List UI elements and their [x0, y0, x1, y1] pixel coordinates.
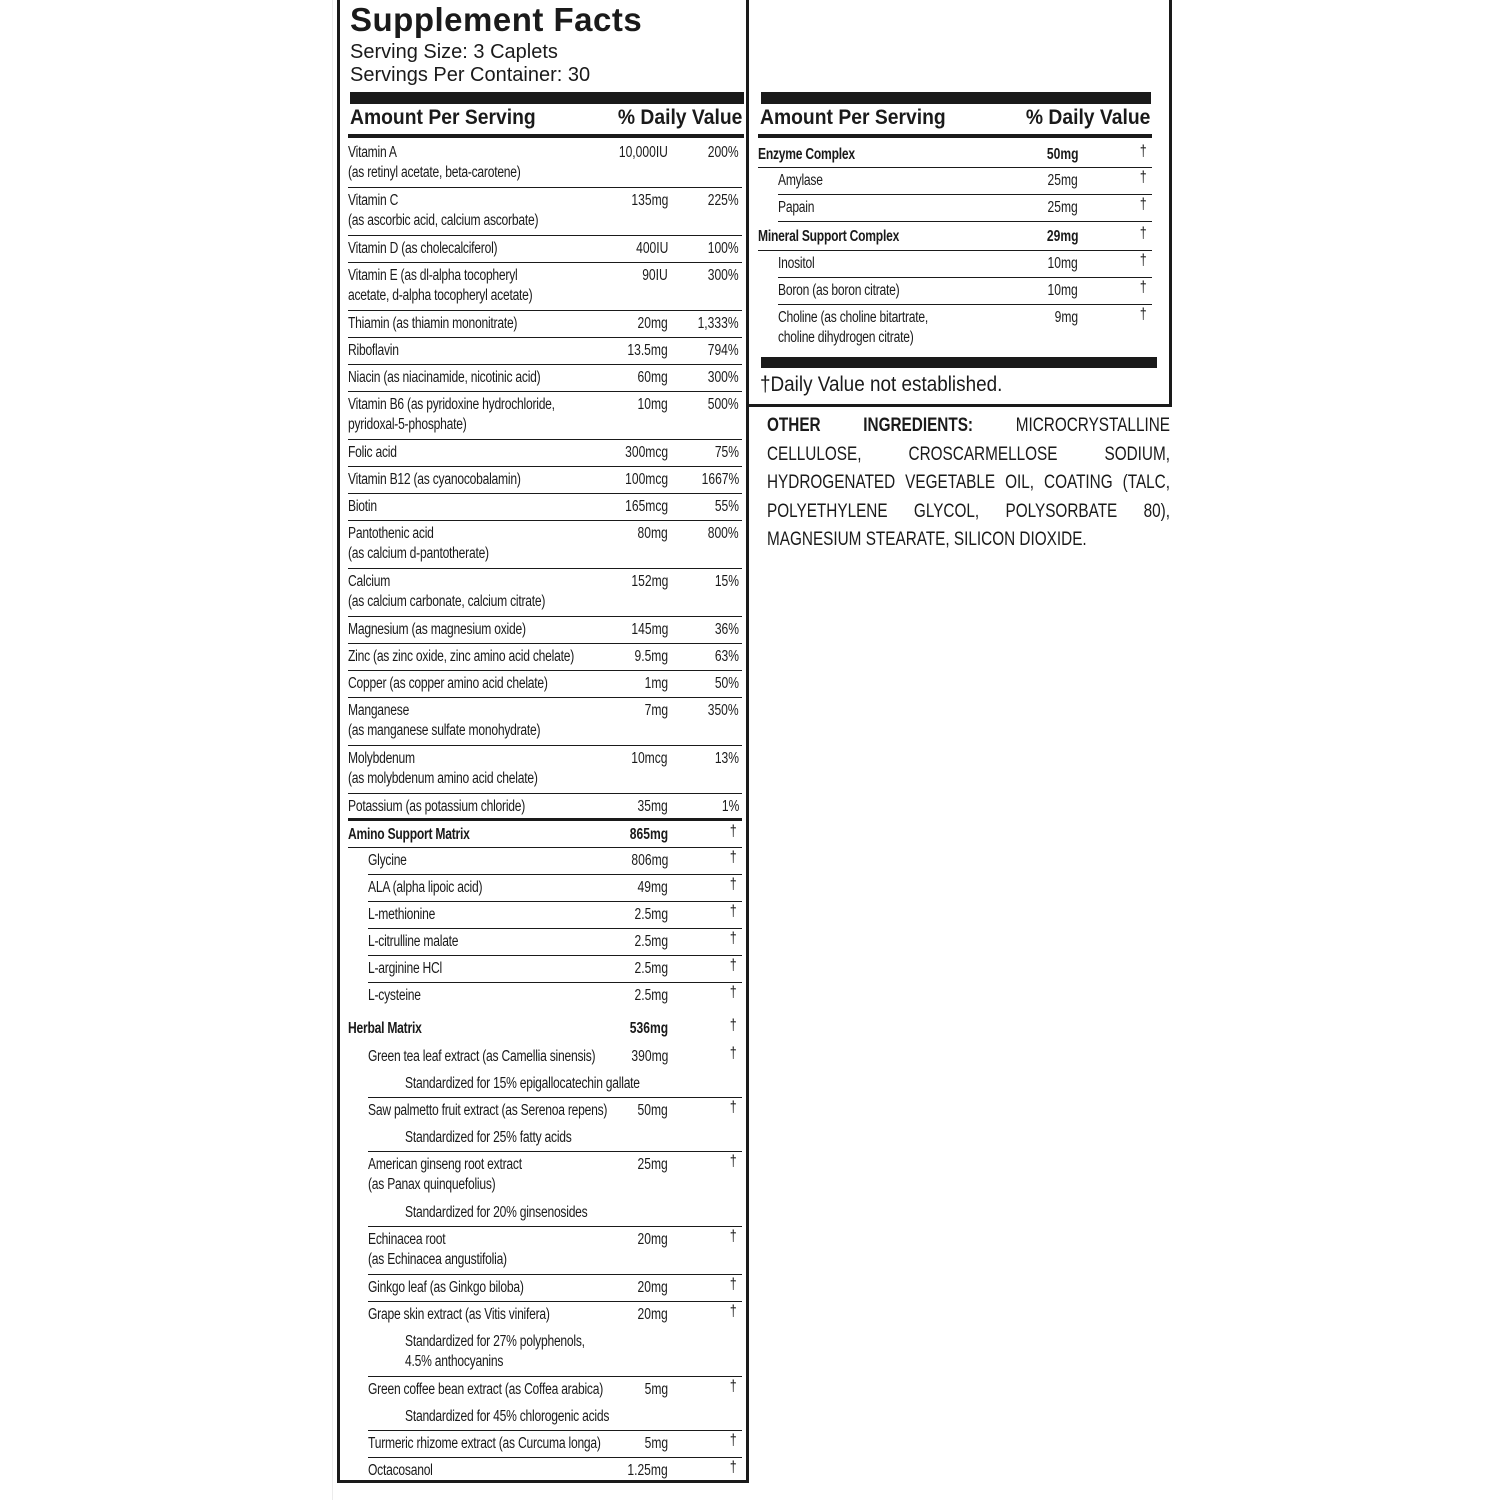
right-header-rule — [758, 134, 1152, 138]
standardization-text — [405, 1128, 572, 1148]
nutrient-row-name — [348, 443, 397, 463]
standardization-row — [368, 1125, 742, 1152]
nutrient-row-daily-value: 55% — [714, 498, 739, 515]
amino-item-row-label: L-arginine HCl — [368, 960, 443, 977]
nutrient-row-daily-value: 36% — [714, 621, 739, 638]
mineral-item-row-label: Inositol — [778, 255, 815, 272]
enzyme-complex-row-amount: 50mg — [1046, 146, 1078, 163]
nutrient-row-source: (as calcium carbonate, calcium citrate) — [348, 593, 546, 610]
nutrient-row-daily-value: 300% — [708, 267, 739, 284]
nutrient-row-name — [348, 647, 574, 667]
nutrient-row-daily-value: 13% — [714, 750, 739, 767]
amino-item-row-daily-value: † — [730, 849, 737, 866]
nutrient-row — [348, 494, 742, 521]
nutrient-row-source: (as calcium d-pantotherate) — [348, 545, 489, 562]
standardization-row — [368, 1071, 742, 1098]
nutrient-row-name — [348, 395, 555, 435]
mineral-complex-row-name — [758, 227, 899, 247]
nutrient-row-label: Thiamin (as thiamin mononitrate) — [348, 315, 518, 332]
amino-item-row-amount: 2.5mg — [634, 987, 668, 1004]
nutrient-row-amount: 100mcg — [624, 471, 668, 488]
other-ingredients-text: MICROCRYSTALLINE CELLULOSE, CROSCARMELLOSE SODIUM, HYDROGENATED VEGETABLE OIL, COATING (TALC, POLYETHYLENE GLYCOL, POLYSORBATE 80), MAGNESIUM STEARATE, SILICON DIOXIDE. — [767, 415, 1170, 550]
right-thick-bar — [761, 92, 1151, 104]
herbal-item-row-daily-value: † — [730, 1153, 737, 1170]
supplement-facts-title: Supplement Facts — [350, 1, 643, 38]
nutrient-row-name — [348, 470, 521, 490]
enzyme-item-row — [778, 168, 1152, 195]
nutrient-row — [348, 467, 742, 494]
mineral-item-row-label: Choline (as choline bitartrate, — [778, 309, 929, 326]
nutrient-row-daily-value: 15% — [714, 573, 739, 590]
nutrient-row-amount: 90IU — [642, 267, 668, 284]
daily-value-footnote: †Daily Value not established. — [760, 373, 1003, 396]
nutrient-row-name — [348, 572, 545, 612]
nutrient-row-source: (as retinyl acetate, beta-carotene) — [348, 164, 521, 181]
nutrient-row-label: Folic acid — [348, 444, 397, 461]
amino-item-row-daily-value: † — [730, 957, 737, 974]
standardization-line: 4.5% anthocyanins — [405, 1353, 504, 1370]
amino-item-row-amount: 2.5mg — [634, 960, 668, 977]
mineral-item-row-daily-value: † — [1140, 252, 1147, 269]
nutrient-row-amount: 152mg — [631, 573, 668, 590]
nutrient-row-amount: 400IU — [635, 240, 668, 257]
nutrient-row-amount: 9.5mg — [634, 648, 668, 665]
amino-matrix-row-amount: 865mg — [629, 826, 668, 843]
herbal-item-row — [368, 1431, 742, 1458]
nutrient-row-daily-value: 1667% — [701, 471, 739, 488]
other-ingredients-label: OTHER INGREDIENTS: — [767, 415, 974, 436]
nutrient-row — [348, 263, 742, 311]
nutrient-row-name — [348, 674, 548, 694]
herbal-item-row-label: Turmeric rhizome extract (as Curcuma longa) — [368, 1435, 601, 1452]
right-bottom-bar — [761, 357, 1157, 368]
nutrient-row-source: (as ascorbic acid, calcium ascorbate) — [348, 212, 539, 229]
nutrient-row-label: Manganese — [348, 702, 410, 719]
nutrient-row — [348, 140, 742, 188]
herbal-item-row-label: Saw palmetto fruit extract (as Serenoa repens) — [368, 1102, 608, 1119]
amino-item-row-name — [368, 878, 482, 898]
nutrient-row-label: Copper (as copper amino acid chelate) — [348, 675, 548, 692]
nutrient-row-label: Pantothenic acid — [348, 525, 434, 542]
nutrient-row-name — [348, 143, 521, 183]
amino-item-row — [368, 848, 742, 875]
nutrient-row — [348, 236, 742, 263]
nutrient-row-label: Vitamin D (as cholecalciferol) — [348, 240, 498, 257]
enzyme-complex-row-daily-value: † — [1140, 143, 1147, 160]
mineral-item-row-source: choline dihydrogen citrate) — [778, 329, 914, 346]
nutrient-row-amount: 165mcg — [624, 498, 668, 515]
nutrient-row — [348, 569, 742, 617]
standardization-text — [405, 1074, 640, 1094]
enzyme-item-row-amount: 25mg — [1047, 199, 1078, 216]
mineral-item-row-daily-value: † — [1140, 306, 1147, 323]
herbal-item-row-name — [368, 1230, 507, 1270]
nutrient-row-daily-value: 50% — [714, 675, 739, 692]
mineral-complex-row-daily-value: † — [1140, 225, 1147, 242]
right-amount-header: Amount Per Serving — [760, 106, 946, 129]
nutrient-row-daily-value: 1,333% — [697, 315, 739, 332]
nutrient-row-name — [348, 797, 525, 817]
nutrient-row — [348, 671, 742, 698]
herbal-item-row-label: Grape skin extract (as Vitis vinifera) — [368, 1306, 550, 1323]
amino-matrix-row-label: Amino Support Matrix — [348, 826, 470, 843]
amino-item-row-amount: 49mg — [637, 879, 668, 896]
nutrient-row-label: Calcium — [348, 573, 391, 590]
amino-item-row-name — [368, 959, 442, 979]
other-ingredients — [767, 412, 1170, 555]
herbal-matrix-row-label: Herbal Matrix — [348, 1020, 422, 1037]
herbal-item-row-amount: 25mg — [637, 1156, 668, 1173]
nutrient-row-name — [348, 341, 399, 361]
nutrient-row-label: Vitamin B6 (as pyridoxine hydrochloride, — [348, 396, 555, 413]
nutrient-row-amount: 300mcg — [624, 444, 668, 461]
herbal-item-row-label: Green coffee bean extract (as Coffea arabica) — [368, 1381, 603, 1398]
mineral-complex-row-amount: 29mg — [1046, 228, 1078, 245]
standardization-row — [368, 1329, 742, 1377]
mineral-item-row-name — [778, 254, 814, 274]
standardization-line: Standardized for 25% fatty acids — [405, 1129, 572, 1146]
amino-matrix-row-daily-value: † — [730, 823, 737, 840]
herbal-item-row-daily-value: † — [730, 1276, 737, 1293]
amino-item-row-label: Glycine — [368, 852, 407, 869]
herbal-item-row-name — [368, 1305, 550, 1325]
nutrient-row-daily-value: 794% — [708, 342, 739, 359]
mineral-item-row — [778, 251, 1152, 278]
herbal-item-row — [368, 1302, 742, 1329]
nutrient-row-daily-value: 800% — [708, 525, 739, 542]
herbal-item-row — [368, 1458, 742, 1485]
right-dv-header: % Daily Value — [1025, 106, 1150, 129]
mineral-complex-row-label: Mineral Support Complex — [758, 228, 900, 245]
amino-item-row-amount: 806mg — [631, 852, 668, 869]
left-amount-header: Amount Per Serving — [350, 106, 536, 129]
nutrient-row-label: Vitamin B12 (as cyanocobalamin) — [348, 471, 521, 488]
enzyme-item-row-label: Papain — [778, 199, 815, 216]
mineral-item-row-amount: 10mg — [1047, 282, 1078, 299]
herbal-item-row-amount: 5mg — [644, 1435, 668, 1452]
nutrient-row-amount: 10mcg — [631, 750, 668, 767]
nutrient-row-name — [348, 701, 540, 741]
amino-item-row — [368, 929, 742, 956]
nutrient-row-name — [348, 524, 489, 564]
amino-item-row-daily-value: † — [730, 876, 737, 893]
amino-matrix-row — [348, 822, 742, 848]
amino-item-row — [368, 902, 742, 929]
amino-item-row-name — [368, 905, 435, 925]
herbal-item-row-daily-value: † — [730, 1228, 737, 1245]
herbal-item-row-amount: 390mg — [631, 1048, 668, 1065]
nutrient-row-name — [348, 266, 532, 306]
herbal-item-row-amount: 5mg — [644, 1381, 668, 1398]
nutrient-row — [348, 617, 742, 644]
standardization-row — [368, 1404, 742, 1431]
herbal-item-row-daily-value: † — [730, 1303, 737, 1320]
nutrient-row-daily-value: 63% — [714, 648, 739, 665]
nutrient-row-label: Biotin — [348, 498, 377, 515]
mineral-item-row-amount: 10mg — [1047, 255, 1078, 272]
herbal-item-row-label: Green tea leaf extract (as Camellia sinensis) — [368, 1048, 596, 1065]
nutrient-row-daily-value: 100% — [708, 240, 739, 257]
herbal-item-row — [368, 1377, 742, 1404]
nutrient-row-source: acetate, d-alpha tocopheryl acetate) — [348, 287, 533, 304]
nutrient-row-name — [348, 368, 540, 388]
enzyme-item-row-label: Amylase — [778, 172, 823, 189]
nutrient-row — [348, 440, 742, 467]
herbal-item-row-source: (as Echinacea angustifolia) — [368, 1251, 507, 1268]
mineral-item-row-daily-value: † — [1140, 279, 1147, 296]
nutrient-row-daily-value: 1% — [721, 798, 739, 815]
mineral-item-row-name — [778, 281, 899, 301]
herbal-item-row — [368, 1275, 742, 1302]
nutrient-row-name — [348, 191, 538, 231]
herbal-item-row-amount: 20mg — [637, 1231, 668, 1248]
herbal-item-row — [368, 1044, 742, 1071]
amino-item-row-daily-value: † — [730, 930, 737, 947]
amino-item-row-label: ALA (alpha lipoic acid) — [368, 879, 483, 896]
nutrient-row-amount: 35mg — [637, 798, 668, 815]
nutrient-row-label: Zinc (as zinc oxide, zinc amino acid chelate) — [348, 648, 575, 665]
left-header-rule — [348, 134, 744, 138]
herbal-item-row — [368, 1227, 742, 1275]
amino-item-row-name — [368, 986, 421, 1006]
standardization-line: Standardized for 15% epigallocatechin gallate — [405, 1075, 640, 1092]
nutrient-row — [348, 746, 742, 794]
amino-item-row-daily-value: † — [730, 984, 737, 1001]
herbal-item-row-amount: 50mg — [637, 1102, 668, 1119]
standardization-text — [405, 1203, 587, 1223]
herbal-matrix-row-daily-value: † — [730, 1017, 737, 1034]
amino-item-row-amount: 2.5mg — [634, 906, 668, 923]
nutrient-row-label: Molybdenum — [348, 750, 415, 767]
mineral-item-row-name — [778, 308, 928, 348]
nutrient-row — [348, 392, 742, 440]
amino-item-row — [368, 983, 742, 1010]
enzyme-item-row-daily-value: † — [1140, 196, 1147, 213]
nutrient-row-amount: 20mg — [637, 315, 668, 332]
servings-per-container: Servings Per Container: 30 — [350, 64, 591, 86]
nutrient-row — [348, 188, 742, 236]
nutrient-row — [348, 311, 742, 338]
amino-item-row-label: L-cysteine — [368, 987, 421, 1004]
nutrient-row-source: pyridoxal-5-phosphate) — [348, 416, 467, 433]
herbal-item-row-name — [368, 1101, 607, 1121]
enzyme-complex-row-name — [758, 145, 855, 165]
nutrient-row-name — [348, 749, 538, 789]
nutrient-row-label: Potassium (as potassium chloride) — [348, 798, 526, 815]
nutrient-row — [348, 644, 742, 671]
nutrient-row-amount: 10mg — [637, 396, 668, 413]
enzyme-item-row-amount: 25mg — [1047, 172, 1078, 189]
nutrient-row-amount: 135mg — [631, 192, 668, 209]
mineral-item-row-amount: 9mg — [1054, 309, 1078, 326]
nutrient-row — [348, 794, 742, 821]
amino-item-row-name — [368, 932, 458, 952]
amino-item-row — [368, 875, 742, 902]
nutrient-row-label: Vitamin C — [348, 192, 399, 209]
nutrient-row-amount: 10,000IU — [618, 144, 668, 161]
left-dv-header: % Daily Value — [617, 106, 742, 129]
nutrient-row-amount: 80mg — [637, 525, 668, 542]
serving-size: Serving Size: 3 Caplets — [350, 41, 558, 63]
enzyme-item-row-name — [778, 171, 823, 191]
herbal-item-row-name — [368, 1380, 603, 1400]
enzyme-complex-row — [758, 142, 1152, 168]
herbal-item-row-name — [368, 1434, 601, 1454]
enzyme-item-row — [778, 195, 1152, 222]
herbal-item-row-daily-value: † — [730, 1459, 737, 1476]
herbal-item-row — [368, 1152, 742, 1200]
herbal-item-row-label: Echinacea root — [368, 1231, 446, 1248]
nutrient-row-amount: 7mg — [644, 702, 668, 719]
nutrient-row — [348, 365, 742, 392]
nutrient-row-amount: 13.5mg — [627, 342, 668, 359]
standardization-line: Standardized for 45% chlorogenic acids — [405, 1408, 610, 1425]
nutrient-row-source: (as manganese sulfate monohydrate) — [348, 722, 541, 739]
left-thick-bar — [350, 92, 744, 104]
enzyme-complex-row-label: Enzyme Complex — [758, 146, 855, 163]
herbal-item-row-daily-value: † — [730, 1045, 737, 1062]
amino-item-row-daily-value: † — [730, 903, 737, 920]
nutrient-row-daily-value: 225% — [708, 192, 739, 209]
herbal-item-row-amount: 20mg — [637, 1279, 668, 1296]
herbal-item-row-daily-value: † — [730, 1432, 737, 1449]
nutrient-row-label: Riboflavin — [348, 342, 399, 359]
nutrient-row-name — [348, 497, 377, 517]
nutrient-row-daily-value: 200% — [708, 144, 739, 161]
nutrient-row-daily-value: 500% — [708, 396, 739, 413]
mineral-item-row — [778, 305, 1152, 351]
standardization-text — [405, 1332, 585, 1372]
herbal-item-row-daily-value: † — [730, 1099, 737, 1116]
amino-item-row-label: L-citrulline malate — [368, 933, 459, 950]
herbal-item-row-name — [368, 1278, 524, 1298]
amino-matrix-row-name — [348, 825, 470, 845]
mineral-complex-row — [758, 224, 1152, 251]
herbal-item-row-source: (as Panax quinquefolius) — [368, 1176, 496, 1193]
nutrient-row-label: Vitamin A — [348, 144, 397, 161]
amino-item-row-label: L-methionine — [368, 906, 436, 923]
standardization-line: Standardized for 27% polyphenols, — [405, 1333, 585, 1350]
page-edge-line — [332, 0, 333, 1500]
nutrient-row-amount: 60mg — [637, 369, 668, 386]
herbal-item-row-amount: 1.25mg — [627, 1462, 668, 1479]
nutrient-row-daily-value: 300% — [708, 369, 739, 386]
herbal-matrix-row — [348, 1016, 742, 1044]
herbal-item-row-label: American ginseng root extract — [368, 1156, 522, 1173]
nutrient-row-name — [348, 239, 497, 259]
herbal-item-row — [368, 1098, 742, 1125]
nutrient-row — [348, 338, 742, 365]
standardization-line: Standardized for 20% ginsenosides — [405, 1204, 588, 1221]
mineral-item-row-label: Boron (as boron citrate) — [778, 282, 900, 299]
nutrient-row-label: Vitamin E (as dl-alpha tocopheryl — [348, 267, 518, 284]
nutrient-row-label: Niacin (as niacinamide, nicotinic acid) — [348, 369, 541, 386]
herbal-item-row-label: Octacosanol — [368, 1462, 433, 1479]
herbal-matrix-row-name — [348, 1019, 422, 1039]
nutrient-row-daily-value: 350% — [708, 702, 739, 719]
herbal-matrix-row-amount: 536mg — [629, 1020, 668, 1037]
nutrient-row-name — [348, 620, 526, 640]
nutrient-row-source: (as molybdenum amino acid chelate) — [348, 770, 538, 787]
herbal-item-row-label: Ginkgo leaf (as Ginkgo biloba) — [368, 1279, 524, 1296]
amino-item-row — [368, 956, 742, 983]
nutrient-row-daily-value: 75% — [714, 444, 739, 461]
herbal-item-row-name — [368, 1047, 595, 1067]
enzyme-item-row-daily-value: † — [1140, 169, 1147, 186]
amino-item-row-name — [368, 851, 407, 871]
nutrient-row-amount: 145mg — [631, 621, 668, 638]
nutrient-row-amount: 1mg — [644, 675, 668, 692]
herbal-item-row-name — [368, 1461, 433, 1481]
nutrient-row-name — [348, 314, 517, 334]
amino-item-row-amount: 2.5mg — [634, 933, 668, 950]
standardization-text — [405, 1407, 609, 1427]
mineral-item-row — [778, 278, 1152, 305]
nutrient-row — [348, 521, 742, 569]
standardization-row — [368, 1200, 742, 1227]
herbal-item-row-name — [368, 1155, 522, 1195]
herbal-item-row-daily-value: † — [730, 1378, 737, 1395]
herbal-item-row-amount: 20mg — [637, 1306, 668, 1323]
enzyme-item-row-name — [778, 198, 814, 218]
nutrient-row — [348, 698, 742, 746]
nutrient-row-label: Magnesium (as magnesium oxide) — [348, 621, 526, 638]
